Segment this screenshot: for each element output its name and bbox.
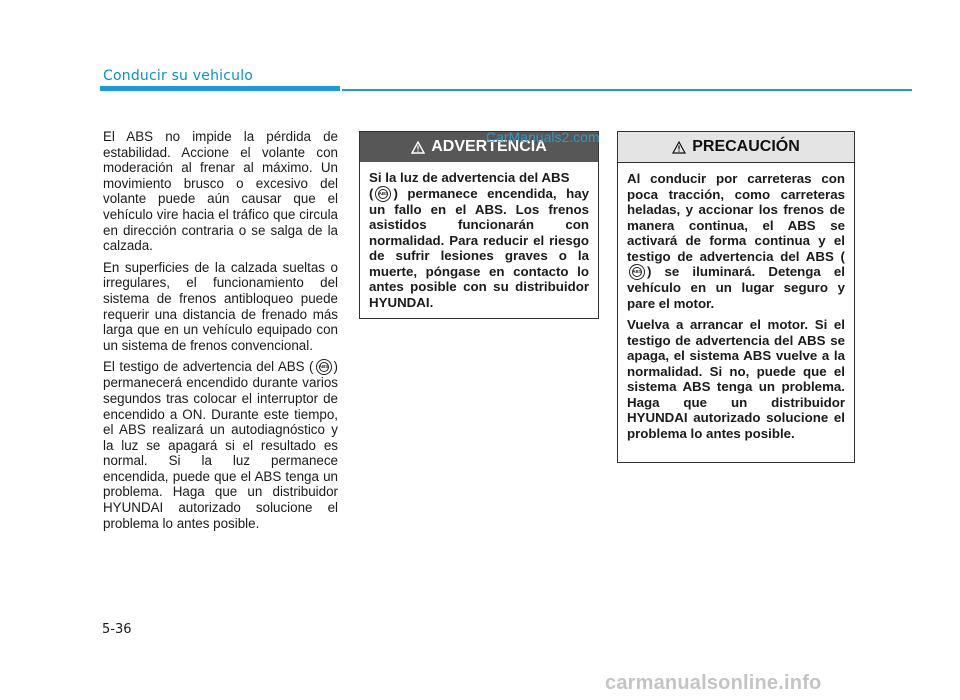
paragraph-abs-stability: El ABS no impide la pérdida de estabilidad. Accione el volante con moderación al frenar al máximo. Un movimiento brusco o excesivo del volante puede aún causar que el vehículo vire hacia el tráfico que circula en dirección contraria o se salga de la calzada.	[103, 129, 338, 254]
watermark-top: CarManuals2.com	[486, 129, 600, 145]
caution-header	[618, 132, 854, 163]
abs-warning-icon: ABS	[316, 359, 332, 375]
warning-triangle-icon	[411, 141, 425, 154]
abs-warning-icon: ABS	[629, 264, 645, 280]
warning-text: Si la luz de advertencia del ABS ( ABS ) permanece encendida, hay un fallo en el ABS. Los frenos asistidos funcionarán con normalidad. Para reducir el riesgo de sufrir lesiones graves o la muerte, póngase en contacto lo antes posible con su distribuidor HYUNDAI.	[369, 170, 589, 310]
section-title: Conducir su vehiculo	[103, 68, 254, 84]
caution-triangle-icon	[672, 141, 686, 154]
paragraph-loose-surfaces: En superficies de la calzada sueltas o irregulares, el funcionamiento del sistema de frenos antibloqueo puede requerir una distancia de frenado más larga que en un vehículo equipado con un sistema de frenos convencional.	[103, 259, 338, 353]
caution-body	[618, 163, 854, 441]
paragraph-abs-warning-light: El testigo de advertencia del ABS ( ABS ) permanecerá encendido durante varios segundos tras colocar el interruptor de encendido a ON. Durante este tiempo, el ABS realizará un autodiagnóstico y la luz se apagará si el resultado es normal. Si la luz permanece encendida, puede que el ABS tenga un problema. Haga que un distribuidor HYUNDAI autorizado solucione el problema lo antes posible.	[103, 359, 338, 531]
warning-title: ADVERTENCIA	[431, 138, 547, 155]
header-rule-thin	[342, 89, 912, 91]
warning-box	[359, 131, 599, 319]
abs-warning-icon: ABS	[375, 186, 391, 202]
caution-text-1: Al conducir por carreteras con poca tracción, como carreteras heladas, y accionar los frenos de manera continua, el ABS se activará de forma continua y el testigo de advertencia del ABS ( ABS ) se iluminará. Detenga el vehículo en un lugar seguro y pare el motor.	[627, 171, 845, 311]
caution-box	[617, 131, 855, 463]
caution-text-2: Vuelva a arrancar el motor. Si el testigo de advertencia del ABS se apaga, el sistema ABS vuelve a la normalidad. Si no, puede que el sistema ABS tenga un problema. Haga que un distribuidor HYUNDAI autorizado solucione el problema lo antes posible.	[627, 317, 845, 441]
header-rule-thick	[100, 86, 340, 91]
page-number: 5-36	[102, 622, 132, 637]
watermark-footer: carmanualsonline.info	[605, 672, 822, 694]
caution-title: PRECAUCIÓN	[692, 138, 800, 155]
left-column	[103, 129, 338, 537]
warning-body	[360, 162, 598, 310]
